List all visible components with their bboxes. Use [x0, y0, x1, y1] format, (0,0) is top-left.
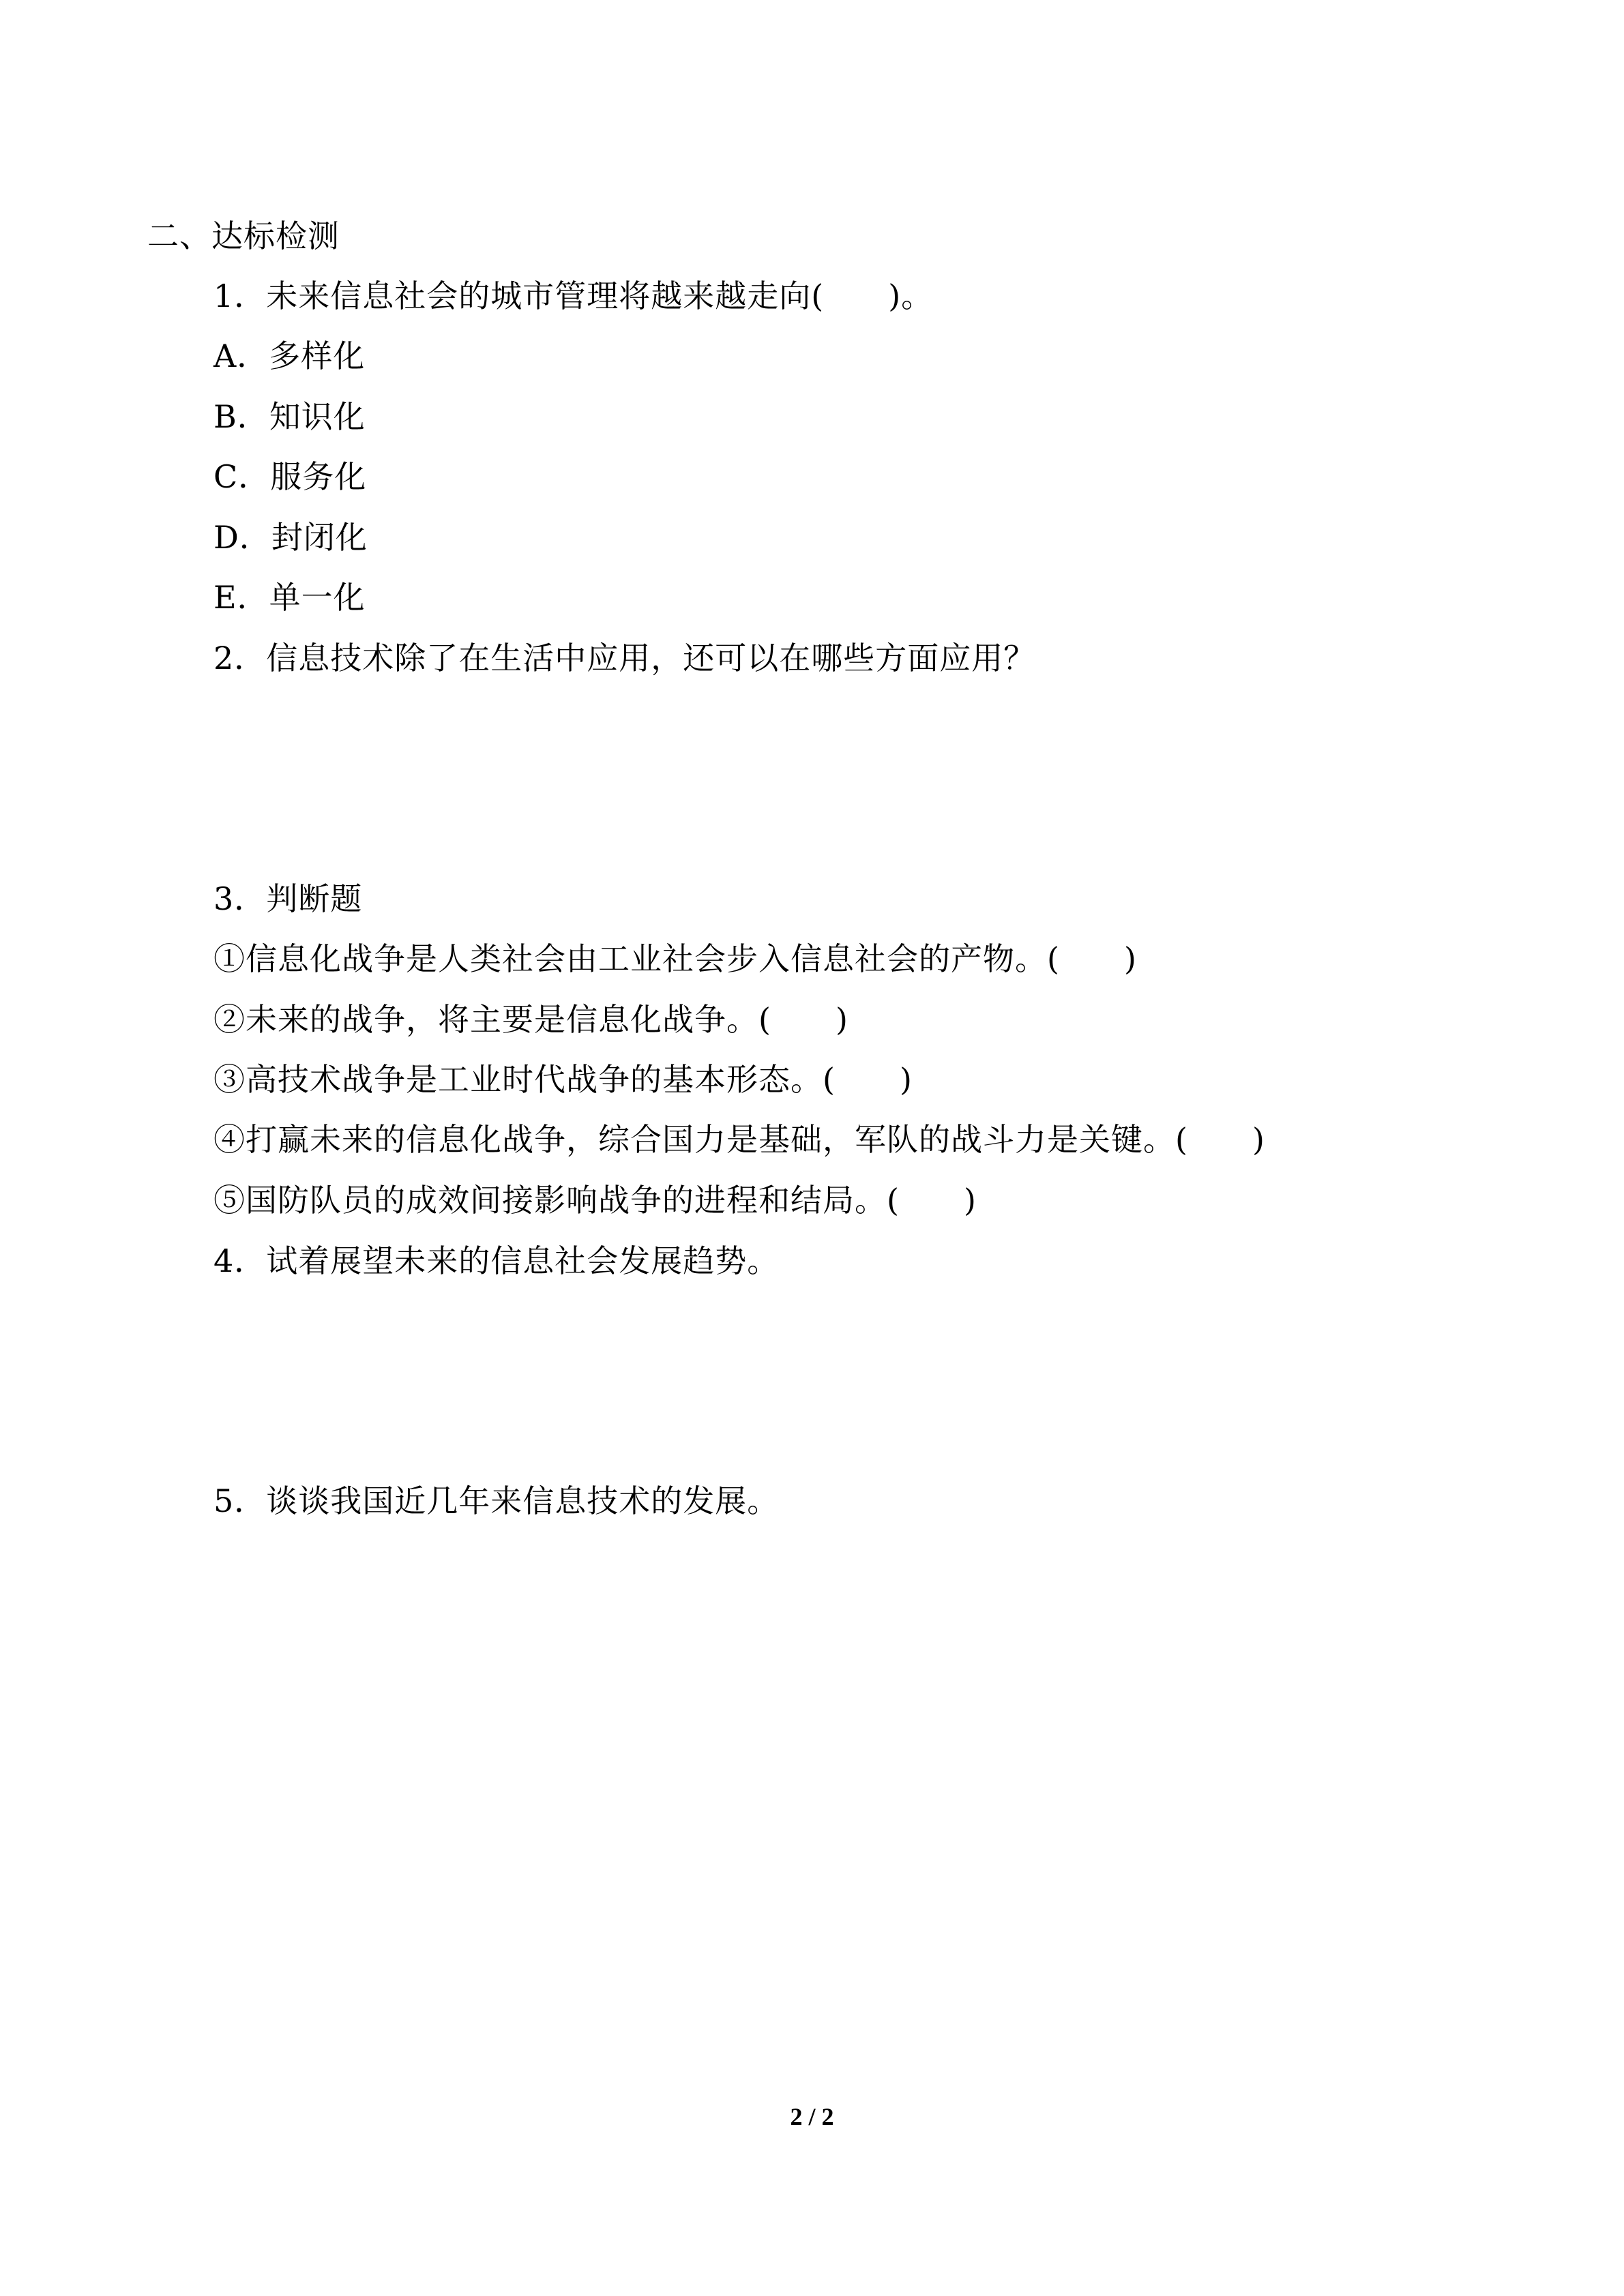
question-2-stem: 2．信息技术除了在生活中应用，还可以在哪些方面应用？	[213, 640, 1036, 676]
question-3-stem: 3．判断题	[213, 880, 363, 917]
question-1-option-e: E．单一化	[213, 579, 366, 616]
judgment-item-2: ②未来的战争，将主要是信息化战争。( )	[213, 1001, 848, 1038]
judgment-item-1: ①信息化战争是人类社会由工业社会步入信息社会的产物。( )	[213, 940, 1137, 977]
question-4-stem: 4．试着展望未来的信息社会发展趋势。	[213, 1242, 780, 1279]
section-title: 二、达标检测	[147, 218, 340, 254]
question-1-option-c: C．服务化	[213, 458, 367, 495]
question-1-option-a: A．多样化	[213, 338, 366, 374]
page-number: 2 / 2	[790, 2103, 834, 2130]
question-1-stem: 1．未来信息社会的城市管理将越来越走向( )。	[213, 278, 934, 314]
question-1-option-d: D．封闭化	[213, 519, 368, 556]
judgment-item-3: ③高技术战争是工业时代战争的基本形态。( )	[213, 1061, 913, 1098]
question-1-option-b: B．知识化	[213, 398, 366, 435]
question-5-stem: 5．谈谈我国近几年来信息技术的发展。	[213, 1482, 780, 1519]
judgment-item-4: ④打赢未来的信息化战争，综合国力是基础，军队的战斗力是关键。( )	[213, 1121, 1265, 1158]
judgment-item-5: ⑤国防队员的成效间接影响战争的进程和结局。( )	[213, 1182, 977, 1219]
